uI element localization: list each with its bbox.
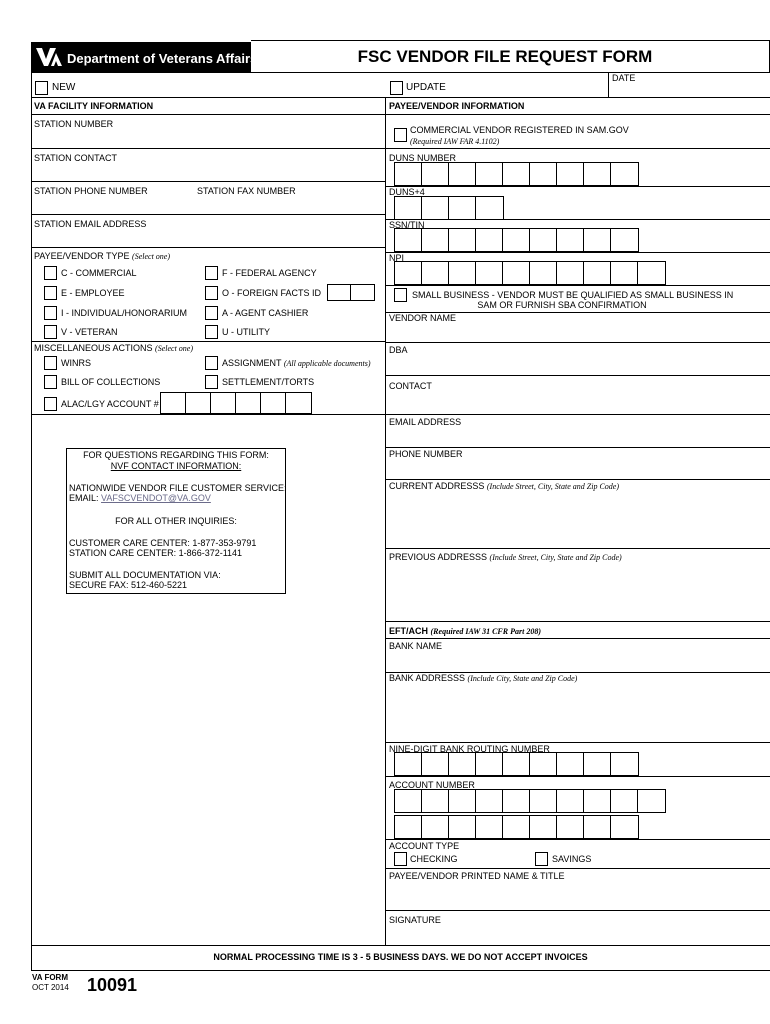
- account-cell[interactable]: [422, 816, 449, 838]
- agent-checkbox[interactable]: [205, 306, 218, 320]
- account-number-grid-2[interactable]: [394, 815, 639, 839]
- current-address-text: CURRENT ADDRESSS: [389, 481, 485, 491]
- contact-line-nvf: NVF CONTACT INFORMATION:: [110, 461, 242, 471]
- va-form-label: VA FORM: [32, 973, 68, 982]
- va-logo-icon: [35, 45, 63, 69]
- payee-vendor-title: PAYEE/VENDOR INFORMATION: [389, 101, 525, 111]
- contact-line-nationwide: NATIONWIDE VENDOR FILE CUSTOMER SERVICE:: [69, 483, 287, 493]
- duns-cell[interactable]: [503, 163, 530, 185]
- duns-cell[interactable]: [449, 163, 476, 185]
- savings-label: SAVINGS: [552, 854, 592, 864]
- alac-cell[interactable]: [286, 393, 311, 413]
- station-number-field[interactable]: [32, 131, 384, 147]
- form-title: FSC VENDOR FILE REQUEST FORM: [357, 47, 653, 66]
- misc-actions-text: MISCELLANEOUS ACTIONS: [34, 343, 153, 353]
- routing-cell[interactable]: [449, 753, 476, 775]
- routing-cell[interactable]: [611, 753, 638, 775]
- current-address-label: [389, 481, 619, 492]
- signature-field[interactable]: [386, 927, 769, 944]
- federal-checkbox[interactable]: [205, 266, 218, 280]
- account-cell[interactable]: [584, 816, 611, 838]
- routing-cell[interactable]: [395, 753, 422, 775]
- current-address-note: (Include Street, City, State and Zip Code): [486, 482, 619, 491]
- duns-cell[interactable]: [557, 163, 584, 185]
- npi-cell[interactable]: [476, 262, 503, 284]
- duns4-label: DUNS+4: [389, 187, 425, 197]
- station-email-label: STATION EMAIL ADDRESS: [34, 219, 147, 229]
- station-phone-label: STATION PHONE NUMBER: [34, 186, 148, 196]
- savings-checkbox[interactable]: [535, 852, 548, 866]
- ssn-cell[interactable]: [530, 229, 557, 251]
- signature-label: SIGNATURE: [389, 915, 441, 925]
- ssn-cell[interactable]: [503, 229, 530, 251]
- station-fax-field[interactable]: [196, 198, 384, 213]
- ssn-cell[interactable]: [584, 229, 611, 251]
- assignment-note: (All applicable documents): [283, 359, 371, 368]
- winrs-label: WINRS: [61, 358, 91, 368]
- contact-line-station-care: STATION CARE CENTER: 1-866-372-1141: [69, 548, 243, 558]
- agent-label: A - AGENT CASHIER: [222, 308, 309, 318]
- account-cell[interactable]: [530, 816, 557, 838]
- sam-note: (Required IAW FAR 4.1102): [410, 137, 500, 146]
- small-business-line1: SMALL BUSINESS - VENDOR MUST BE QUALIFIED AS SMALL BUSINESS IN: [412, 290, 734, 300]
- form-date: OCT 2014: [32, 983, 69, 992]
- account-cell[interactable]: [395, 816, 422, 838]
- alac-cell[interactable]: [211, 393, 236, 413]
- account-cell[interactable]: [476, 790, 503, 812]
- dba-label: DBA: [389, 345, 408, 355]
- alac-cell[interactable]: [186, 393, 211, 413]
- vendor-type-note: (Select one): [132, 252, 171, 261]
- station-fax-label: STATION FAX NUMBER: [197, 186, 296, 196]
- misc-actions-label: [34, 343, 193, 354]
- duns4-grid[interactable]: [394, 196, 504, 220]
- individual-label: I - INDIVIDUAL/HONORARIUM: [61, 308, 188, 318]
- new-checkbox[interactable]: [35, 81, 48, 95]
- email-label: EMAIL ADDRESS: [389, 417, 462, 427]
- account-cell[interactable]: [449, 790, 476, 812]
- duns-grid[interactable]: [394, 162, 639, 186]
- routing-label: NINE-DIGIT BANK ROUTING NUMBER: [389, 744, 550, 754]
- alac-cell[interactable]: [236, 393, 261, 413]
- previous-address-label: [389, 552, 622, 563]
- eft-title-note: (Required IAW 31 CFR Part 208): [430, 627, 541, 636]
- vendor-name-label: VENDOR NAME: [389, 313, 457, 323]
- npi-cell[interactable]: [638, 262, 665, 284]
- account-number-label: ACCOUNT NUMBER: [389, 780, 475, 790]
- contact-line-customer-care: CUSTOMER CARE CENTER: 1-877-353-9791: [69, 538, 257, 548]
- foreign-checkbox[interactable]: [205, 286, 218, 300]
- routing-cell[interactable]: [584, 753, 611, 775]
- alac-checkbox[interactable]: [44, 397, 57, 411]
- utility-checkbox[interactable]: [205, 325, 218, 339]
- facts-id-grid[interactable]: [327, 284, 375, 301]
- ssn-cell[interactable]: [422, 229, 449, 251]
- employee-checkbox[interactable]: [44, 286, 57, 300]
- contact-line-fax: SECURE FAX: 512-460-5221: [69, 580, 188, 590]
- duns4-cell[interactable]: [422, 197, 449, 219]
- phone-field[interactable]: [386, 461, 769, 478]
- employee-label: E - EMPLOYEE: [61, 288, 125, 298]
- routing-cell[interactable]: [503, 753, 530, 775]
- printed-name-label: PAYEE/VENDOR PRINTED NAME & TITLE: [389, 871, 565, 881]
- form-number: 10091: [87, 975, 138, 995]
- account-cell[interactable]: [611, 790, 638, 812]
- npi-cell[interactable]: [395, 262, 422, 284]
- date-field[interactable]: [609, 84, 769, 98]
- station-email-field[interactable]: [32, 231, 384, 246]
- ssn-cell[interactable]: [395, 229, 422, 251]
- npi-cell[interactable]: [449, 262, 476, 284]
- current-address-field[interactable]: [386, 493, 769, 547]
- phone-label: PHONE NUMBER: [389, 449, 463, 459]
- email-field[interactable]: [386, 429, 769, 446]
- account-type-label: ACCOUNT TYPE: [389, 841, 460, 851]
- facts-id-cell[interactable]: [328, 285, 351, 300]
- alac-cell[interactable]: [261, 393, 286, 413]
- npi-cell[interactable]: [422, 262, 449, 284]
- duns4-cell[interactable]: [476, 197, 503, 219]
- va-facility-title: VA FACILITY INFORMATION: [34, 101, 154, 111]
- npi-cell[interactable]: [584, 262, 611, 284]
- ssn-cell[interactable]: [611, 229, 638, 251]
- account-number-grid-1[interactable]: [394, 789, 666, 813]
- duns-cell[interactable]: [530, 163, 557, 185]
- bank-name-field[interactable]: [386, 653, 769, 671]
- account-cell[interactable]: [530, 790, 557, 812]
- eft-title: [389, 626, 541, 637]
- email-prefix: EMAIL:: [69, 493, 99, 503]
- alac-label: ALAC/LGY ACCOUNT #: [61, 399, 159, 409]
- account-cell[interactable]: [557, 790, 584, 812]
- alac-account-grid[interactable]: [160, 392, 312, 414]
- npi-cell[interactable]: [503, 262, 530, 284]
- settlement-label: SETTLEMENT/TORTS: [222, 377, 315, 387]
- assignment-text: ASSIGNMENT: [222, 358, 282, 368]
- routing-cell[interactable]: [557, 753, 584, 775]
- contact-label: CONTACT: [389, 381, 432, 391]
- department-name: Department of Veterans Affairs: [67, 51, 258, 66]
- account-cell[interactable]: [449, 816, 476, 838]
- checking-checkbox[interactable]: [394, 852, 407, 866]
- veteran-checkbox[interactable]: [44, 325, 57, 339]
- contact-line-questions: FOR QUESTIONS REGARDING THIS FORM:: [83, 450, 269, 460]
- processing-notice: NORMAL PROCESSING TIME IS 3 - 5 BUSINESS DAYS. WE DO NOT ACCEPT INVOICES: [213, 952, 588, 962]
- vendor-type-label: [34, 251, 170, 262]
- npi-grid[interactable]: [394, 261, 666, 285]
- account-cell[interactable]: [503, 790, 530, 812]
- bank-address-text: BANK ADDRESSS: [389, 673, 466, 683]
- duns-cell[interactable]: [476, 163, 503, 185]
- vendor-name-field[interactable]: [386, 325, 769, 341]
- duns4-cell[interactable]: [395, 197, 422, 219]
- assignment-checkbox[interactable]: [205, 356, 218, 370]
- routing-grid[interactable]: [394, 752, 639, 776]
- contact-email-line: [69, 493, 211, 504]
- commercial-checkbox[interactable]: [44, 266, 57, 280]
- npi-label: NPI: [389, 253, 405, 263]
- ssn-cell[interactable]: [557, 229, 584, 251]
- bill-of-collections-checkbox[interactable]: [44, 375, 57, 389]
- ssn-grid[interactable]: [394, 228, 639, 252]
- npi-cell[interactable]: [557, 262, 584, 284]
- account-cell[interactable]: [557, 816, 584, 838]
- duns-label: DUNS NUMBER: [389, 153, 457, 163]
- contact-field[interactable]: [386, 393, 769, 413]
- previous-address-note: (Include Street, City, State and Zip Code): [489, 553, 622, 562]
- ssn-cell[interactable]: [449, 229, 476, 251]
- routing-cell[interactable]: [422, 753, 449, 775]
- dba-field[interactable]: [386, 357, 769, 374]
- alac-cell[interactable]: [161, 393, 186, 413]
- previous-address-text: PREVIOUS ADDRESSS: [389, 552, 488, 562]
- individual-checkbox[interactable]: [44, 306, 57, 320]
- station-number-label: STATION NUMBER: [34, 119, 114, 129]
- station-phone-field[interactable]: [32, 198, 192, 213]
- station-contact-field[interactable]: [32, 165, 384, 180]
- utility-label: U - UTILITY: [222, 327, 271, 337]
- account-cell[interactable]: [476, 816, 503, 838]
- bank-name-label: BANK NAME: [389, 641, 443, 651]
- date-label: DATE: [612, 73, 636, 83]
- assignment-label: [222, 358, 371, 369]
- bank-address-field[interactable]: [386, 685, 769, 741]
- previous-address-field[interactable]: [386, 564, 769, 620]
- ssn-label: SSN/TIN: [389, 220, 425, 230]
- account-cell[interactable]: [395, 790, 422, 812]
- commercial-label: C - COMMERCIAL: [61, 268, 137, 278]
- small-business-line2: SAM OR FURNISH SBA CONFIRMATION: [477, 300, 647, 310]
- duns-cell[interactable]: [584, 163, 611, 185]
- update-checkbox[interactable]: [390, 81, 403, 95]
- station-contact-label: STATION CONTACT: [34, 153, 117, 163]
- account-cell[interactable]: [503, 816, 530, 838]
- winrs-checkbox[interactable]: [44, 356, 57, 370]
- email-link[interactable]: VAFSCVENDOT@VA.GOV: [101, 493, 211, 503]
- misc-actions-note: (Select one): [155, 344, 194, 353]
- printed-name-field[interactable]: [386, 883, 769, 909]
- contact-line-submit: SUBMIT ALL DOCUMENTATION VIA:: [69, 570, 221, 580]
- duns-cell[interactable]: [395, 163, 422, 185]
- eft-title-text: EFT/ACH: [389, 626, 428, 636]
- routing-cell[interactable]: [530, 753, 557, 775]
- small-business-checkbox[interactable]: [394, 288, 407, 302]
- checking-label: CHECKING: [410, 854, 458, 864]
- va-header-banner: [31, 42, 258, 72]
- duns4-cell[interactable]: [449, 197, 476, 219]
- account-cell[interactable]: [611, 816, 638, 838]
- ssn-cell[interactable]: [476, 229, 503, 251]
- bank-address-note: (Include City, State and Zip Code): [467, 674, 578, 683]
- account-cell[interactable]: [584, 790, 611, 812]
- update-label: UPDATE: [406, 82, 446, 93]
- contact-line-other: FOR ALL OTHER INQUIRIES:: [115, 516, 237, 526]
- sam-checkbox[interactable]: [394, 128, 407, 142]
- sam-label: COMMERCIAL VENDOR REGISTERED IN SAM.GOV: [410, 125, 629, 135]
- new-label: NEW: [52, 82, 76, 93]
- settlement-checkbox[interactable]: [205, 375, 218, 389]
- vendor-type-text: PAYEE/VENDOR TYPE: [34, 251, 130, 261]
- foreign-label: O - FOREIGN FACTS ID: [222, 288, 322, 298]
- federal-label: F - FEDERAL AGENCY: [222, 268, 317, 278]
- veteran-label: V - VETERAN: [61, 327, 118, 337]
- bank-address-label: [389, 673, 577, 684]
- bill-of-collections-label: BILL OF COLLECTIONS: [61, 377, 161, 387]
- facts-id-cell[interactable]: [351, 285, 374, 300]
- npi-cell[interactable]: [530, 262, 557, 284]
- account-cell[interactable]: [638, 790, 665, 812]
- routing-cell[interactable]: [476, 753, 503, 775]
- account-cell[interactable]: [422, 790, 449, 812]
- duns-cell[interactable]: [422, 163, 449, 185]
- npi-cell[interactable]: [611, 262, 638, 284]
- duns-cell[interactable]: [611, 163, 638, 185]
